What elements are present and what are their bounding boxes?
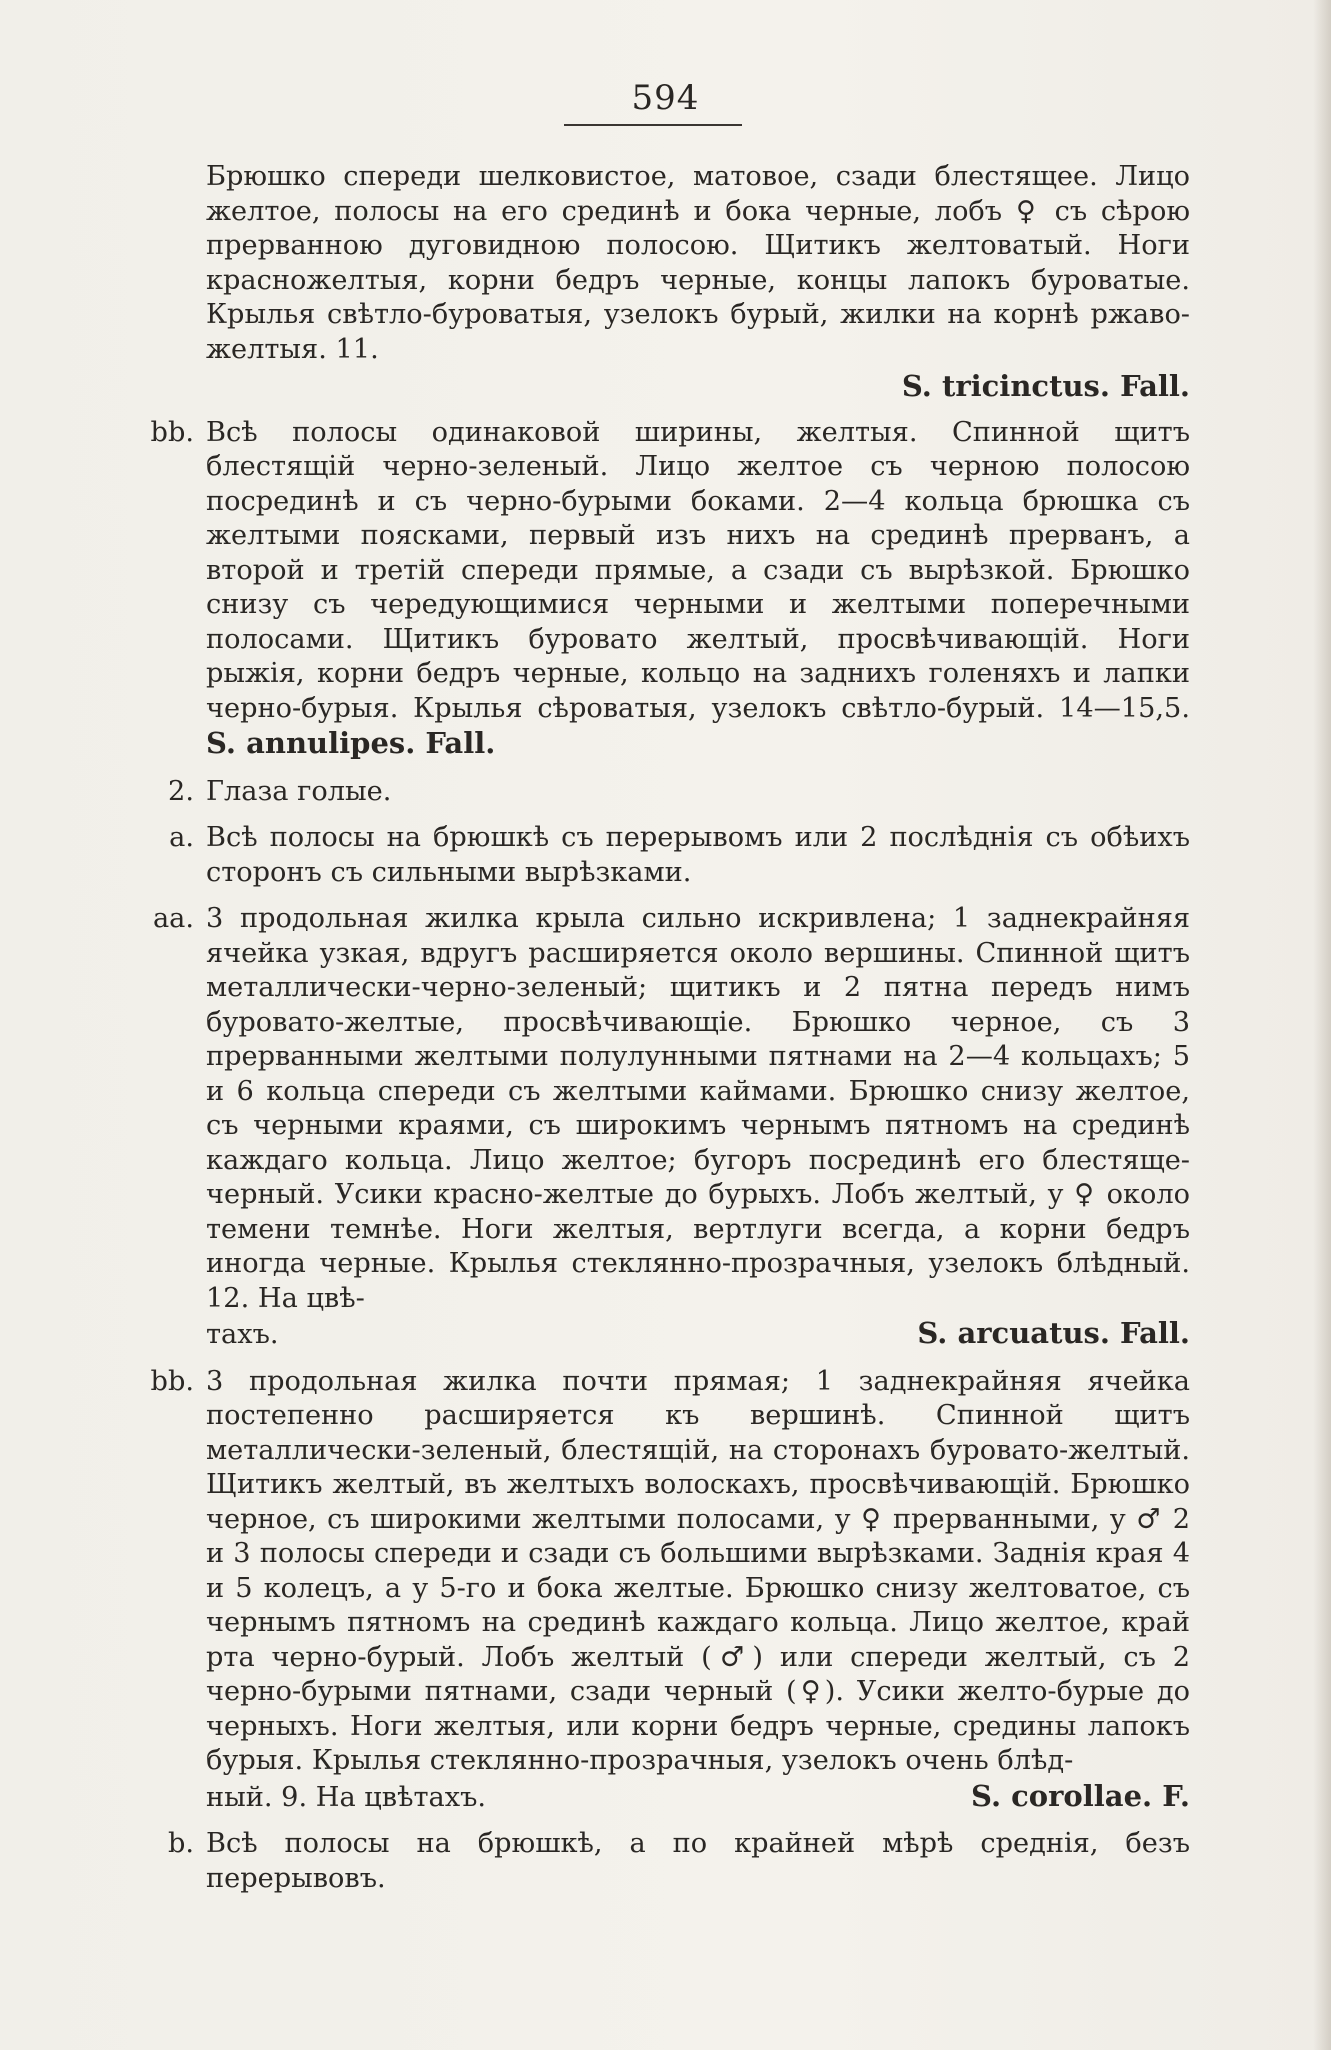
entry-marker: 2. (168, 775, 194, 807)
page-edge-shadow (1313, 0, 1331, 2050)
entry-tail: тахъ. (206, 1319, 279, 1350)
entry-marker: b. (167, 1828, 194, 1859)
entry-marker: a. (169, 822, 194, 853)
species-name: S. corollae. F. (971, 1778, 1190, 1813)
key-entry (138, 1365, 1190, 1816)
entry-text: Всѣ полосы на брюшкѣ съ перерывомъ или 2 послѣднія съ обѣихъ сторонъ съ сильными вырѣзками. (206, 822, 1190, 888)
entry-tail: ный. 9. На цвѣтахъ. (206, 1781, 487, 1813)
entry-marker: bb. (150, 1365, 194, 1397)
key-text (138, 160, 1190, 1908)
species-name: S. tricinctus. Fall. (901, 369, 1190, 403)
entry-text: Брюшко спереди шелковистое, матовое, сзади блестящее. Лицо желтое, полосы на его срединѣ и бока черные, лобъ ♀ съ сѣрою прерванною дуговидною полосою. Щитикъ желтоватый. Ноги красножелтыя, корни бедръ черные, концы лапокъ буроватые. Крылья свѣтло-буроватыя, узелокъ бурый, жилки на корнѣ ржаво-желтыя. 11. (206, 161, 1190, 365)
key-entry (138, 416, 1190, 763)
entry-marker: aa. (152, 903, 194, 934)
entry-text: 3 продольная жилка почти прямая; 1 заднекрайняя ячейка постепенно расширяется къ вершинѣ. Спинной щитъ металлически-зеленый, блестящій, на сторонахъ буровато-желтый. Щитикъ желтый, въ желтыхъ волоскахъ, просвѣчивающій. Брюшко черное, съ широкими желтыми полосами, у ♀ прерванными, у ♂ 2 и 3 полосы спереди и сзади съ большими вырѣзками. Заднія края 4 и 5 колецъ, а у 5-го и бока желтые. Брюшко снизу желтоватое, съ чернымъ пятномъ на срединѣ каждаго кольца. Лицо желтое, край рта черно-бурый. Лобъ желтый (♂) или спереди желтый, съ 2 черно-бурыми пятнами, сзади черный (♀). Усики желто-бурые до черныхъ. Ноги желтыя, или корни бедръ черные, средины лапокъ бурыя. Крылья стеклянно-прозрачныя, узелокъ очень блѣд- (206, 1365, 1190, 1776)
species-name: S. arcuatus. Fall. (917, 1316, 1190, 1350)
key-entry (138, 902, 1190, 1353)
entry-text: Глаза голые. (206, 775, 392, 807)
species-name: S. annulipes. Fall. (206, 726, 496, 760)
key-entry (138, 775, 1190, 810)
key-entry (138, 821, 1190, 890)
page-number: 594 (631, 78, 700, 118)
entry-text: 3 продольная жилка крыла сильно искривлена; 1 заднекрайняя ячейка узкая, вдругъ расширяется около вершины. Спинной щитъ металлически-черно-зеленый; щитикъ и 2 пятна передъ нимъ буровато-желтые, просвѣчивающіе. Брюшко черное, съ 3 прерванными желтыми полулунными пятнами на 2—4 кольцахъ; 5 и 6 кольца спереди съ желтыми каймами. Брюшко снизу желтое, съ черными краями, съ широкимъ чернымъ пятномъ на срединѣ каждаго кольца. Лицо желтое; бугоръ посрединѣ его блестяще-черный. Усики красно-желтые до бурыхъ. Лобъ желтый, у ♀ около темени темнѣе. Ноги желтыя, вертлуги всегда, а корни бедръ иногда черные. Крылья стеклянно-прозрачныя, узелокъ блѣдный. 12. На цвѣ- (206, 903, 1190, 1314)
entry-text: Всѣ полосы одинаковой ширины, желтыя. Спинной щитъ блестящій черно-зеленый. Лицо желтое съ черною полосою посрединѣ и съ черно-бурыми боками. 2—4 кольца брюшка съ желтыми поясками, первый изъ нихъ на срединѣ прерванъ, а второй и третій спереди прямые, а сзади съ вырѣзкой. Брюшко снизу съ чередующимися черными и желтыми поперечными полосами. Щитикъ буровато желтый, просвѣчивающій. Ноги рыжія, корни бедръ черные, кольцо на заднихъ голеняхъ и лапки черно-бурыя. Крылья сѣроватыя, узелокъ свѣтло-бурый. (206, 416, 1190, 724)
entry-marker: bb. (150, 416, 194, 448)
key-entry (206, 160, 1190, 404)
entry-tail: 14—15,5. (1059, 692, 1190, 724)
key-entry (138, 1827, 1190, 1896)
entry-text: Всѣ полосы на брюшкѣ, а по крайней мѣрѣ среднія, безъ перерывовъ. (206, 1828, 1190, 1894)
header-rule (564, 124, 742, 126)
